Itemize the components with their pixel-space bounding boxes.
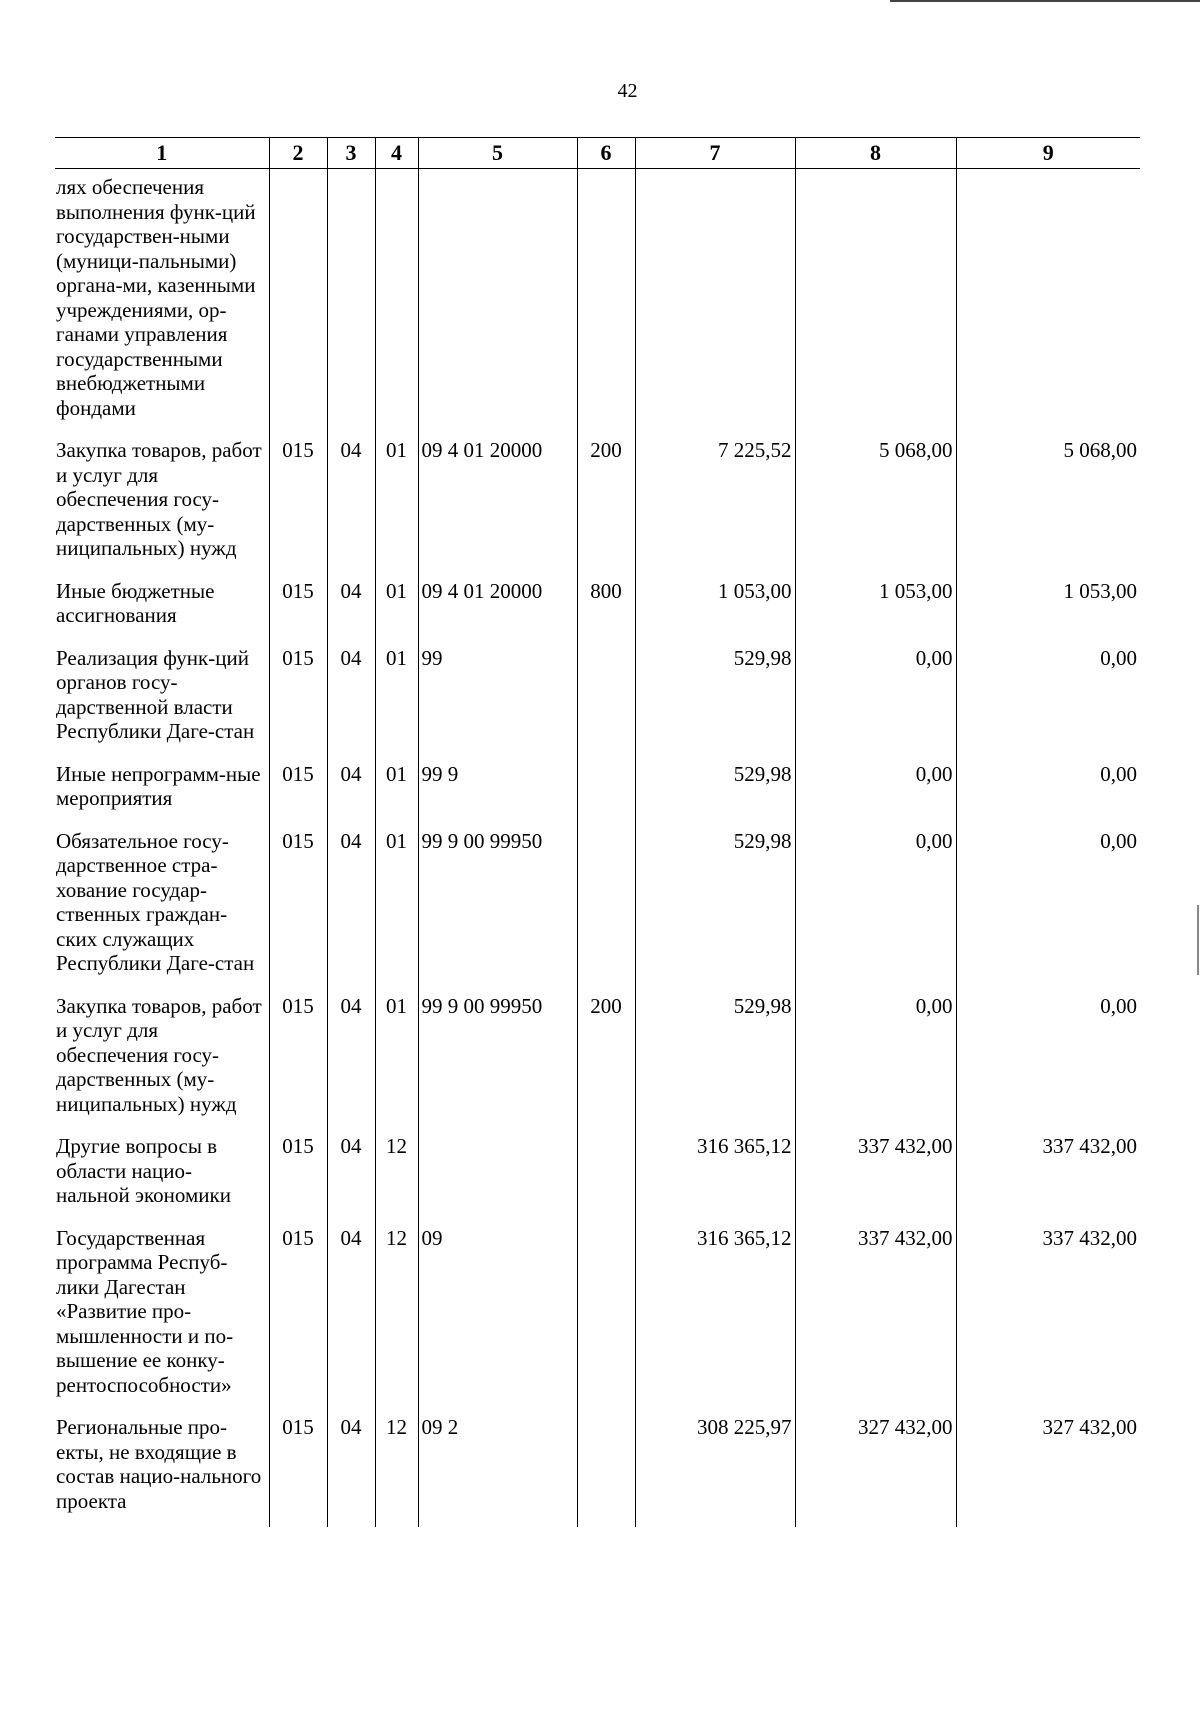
target-item-code-cell: 99 9 00 99950 <box>418 990 577 1131</box>
table-row <box>55 825 1140 990</box>
amount-col-7-cell: 529,98 <box>635 825 795 990</box>
subsection-code-cell <box>375 169 418 435</box>
amount-col-7-cell: 1 053,00 <box>635 575 795 642</box>
table-row <box>55 1411 1140 1527</box>
ved-code-cell: 015 <box>269 642 327 758</box>
ved-code-cell: 015 <box>269 758 327 825</box>
amount-col-9-cell: 0,00 <box>956 825 1140 990</box>
table-row <box>55 575 1140 642</box>
amount-col-8-cell: 0,00 <box>795 990 956 1131</box>
row-name-cell: Закупка товаров, работ и услуг для обеспечения госу-дарственных (му-ниципальных) нужд <box>56 438 262 560</box>
ved-code-cell: 015 <box>269 825 327 990</box>
table-body <box>55 169 1140 1528</box>
section-code-cell <box>327 169 375 435</box>
section-code-cell: 04 <box>327 642 375 758</box>
subsection-code-cell: 01 <box>375 990 418 1131</box>
target-item-code-cell: 09 2 <box>418 1411 577 1527</box>
amount-col-8-cell <box>795 169 956 435</box>
table-row <box>55 434 1140 575</box>
section-code-cell: 04 <box>327 1222 375 1412</box>
ved-code-cell: 015 <box>269 990 327 1131</box>
row-name-cell: Региональные про-екты, не входящие в состав нацио-нального проекта <box>56 1415 262 1513</box>
expense-type-code-cell <box>577 825 635 990</box>
header-col-4: 4 <box>375 138 418 169</box>
amount-col-9-cell: 0,00 <box>956 758 1140 825</box>
table-row <box>55 1222 1140 1412</box>
scan-mark <box>1197 905 1199 975</box>
target-item-code-cell: 99 9 <box>418 758 577 825</box>
subsection-code-cell: 01 <box>375 434 418 575</box>
amount-col-7-cell: 529,98 <box>635 990 795 1131</box>
amount-col-8-cell: 5 068,00 <box>795 434 956 575</box>
subsection-code-cell: 01 <box>375 825 418 990</box>
amount-col-9-cell: 337 432,00 <box>956 1222 1140 1412</box>
row-name-cell: Иные непрограмм-ные мероприятия <box>56 761 261 810</box>
section-code-cell: 04 <box>327 825 375 990</box>
target-item-code-cell: 99 9 00 99950 <box>418 825 577 990</box>
ved-code-cell: 015 <box>269 575 327 642</box>
table-row <box>55 990 1140 1131</box>
expense-type-code-cell: 200 <box>577 990 635 1131</box>
amount-col-9-cell: 0,00 <box>956 642 1140 758</box>
ved-code-cell: 015 <box>269 434 327 575</box>
header-col-5: 5 <box>418 138 577 169</box>
expense-type-code-cell <box>577 642 635 758</box>
amount-col-8-cell: 0,00 <box>795 825 956 990</box>
header-col-8: 8 <box>795 138 956 169</box>
header-col-9: 9 <box>956 138 1140 169</box>
target-item-code-cell: 09 <box>418 1222 577 1412</box>
amount-col-7-cell: 316 365,12 <box>635 1130 795 1222</box>
amount-col-7-cell <box>635 169 795 435</box>
budget-table <box>55 137 1140 1527</box>
amount-col-9-cell: 327 432,00 <box>956 1411 1140 1527</box>
amount-col-9-cell <box>956 169 1140 435</box>
amount-col-8-cell: 1 053,00 <box>795 575 956 642</box>
table-row <box>55 642 1140 758</box>
ved-code-cell <box>269 169 327 435</box>
target-item-code-cell: 09 4 01 20000 <box>418 575 577 642</box>
amount-col-8-cell: 337 432,00 <box>795 1222 956 1412</box>
expense-type-code-cell: 200 <box>577 434 635 575</box>
subsection-code-cell: 01 <box>375 642 418 758</box>
expense-type-code-cell <box>577 1130 635 1222</box>
row-name-cell: Государственная программа Респуб-лики Дагестан «Развитие про-мышленности и по-вышение ее конку-рентоспособности» <box>56 1225 234 1397</box>
subsection-code-cell: 12 <box>375 1222 418 1412</box>
amount-col-8-cell: 0,00 <box>795 758 956 825</box>
subsection-code-cell: 12 <box>375 1130 418 1222</box>
subsection-code-cell: 01 <box>375 575 418 642</box>
ved-code-cell: 015 <box>269 1411 327 1527</box>
amount-col-7-cell: 529,98 <box>635 758 795 825</box>
amount-col-9-cell: 5 068,00 <box>956 434 1140 575</box>
target-item-code-cell: 99 <box>418 642 577 758</box>
section-code-cell: 04 <box>327 990 375 1131</box>
amount-col-9-cell: 337 432,00 <box>956 1130 1140 1222</box>
amount-col-7-cell: 316 365,12 <box>635 1222 795 1412</box>
row-name-cell: Реализация функ-ций органов госу-дарственной власти Республики Даге-стан <box>56 645 255 743</box>
expense-type-code-cell <box>577 1222 635 1412</box>
expense-type-code-cell <box>577 758 635 825</box>
header-col-7: 7 <box>635 138 795 169</box>
row-name-cell: Закупка товаров, работ и услуг для обеспечения госу-дарственных (му-ниципальных) нужд <box>56 993 262 1116</box>
row-name-cell: Другие вопросы в области нацио-нальной экономики <box>56 1134 231 1207</box>
amount-col-7-cell: 308 225,97 <box>635 1411 795 1527</box>
header-col-1: 1 <box>55 138 269 169</box>
subsection-code-cell: 12 <box>375 1411 418 1527</box>
section-code-cell: 04 <box>327 1130 375 1222</box>
amount-col-8-cell: 0,00 <box>795 642 956 758</box>
subsection-code-cell: 01 <box>375 758 418 825</box>
row-name-cell: лях обеспечения выполнения функ-ций государствен-ными (муници-пальными) органа-ми, казенными учреждениями, ор-ганами управления государственными внебюджетными фондами <box>56 175 256 420</box>
header-col-6: 6 <box>577 138 635 169</box>
row-name-cell: Иные бюджетные ассигнования <box>56 578 215 627</box>
header-row <box>55 138 1140 169</box>
target-item-code-cell <box>418 1130 577 1222</box>
amount-col-8-cell: 337 432,00 <box>795 1130 956 1222</box>
amount-col-9-cell: 1 053,00 <box>956 575 1140 642</box>
section-code-cell: 04 <box>327 1411 375 1527</box>
section-code-cell: 04 <box>327 575 375 642</box>
amount-col-7-cell: 529,98 <box>635 642 795 758</box>
ved-code-cell: 015 <box>269 1222 327 1412</box>
page-number: 42 <box>617 80 638 102</box>
table-row <box>55 1130 1140 1222</box>
expense-type-code-cell <box>577 169 635 435</box>
section-code-cell: 04 <box>327 434 375 575</box>
target-item-code-cell: 09 4 01 20000 <box>418 434 577 575</box>
ved-code-cell: 015 <box>269 1130 327 1222</box>
section-code-cell: 04 <box>327 758 375 825</box>
top-rule <box>890 0 1200 2</box>
row-name-cell: Обязательное госу-дарственное стра-хование государ-ственных граждан-ских служащих Республики Даге-стан <box>56 828 255 975</box>
table-row <box>55 169 1140 435</box>
expense-type-code-cell <box>577 1411 635 1527</box>
amount-col-8-cell: 327 432,00 <box>795 1411 956 1527</box>
table-row <box>55 758 1140 825</box>
expense-type-code-cell: 800 <box>577 575 635 642</box>
header-col-3: 3 <box>327 138 375 169</box>
amount-col-9-cell: 0,00 <box>956 990 1140 1131</box>
amount-col-7-cell: 7 225,52 <box>635 434 795 575</box>
header-col-2: 2 <box>269 138 327 169</box>
target-item-code-cell <box>418 169 577 435</box>
